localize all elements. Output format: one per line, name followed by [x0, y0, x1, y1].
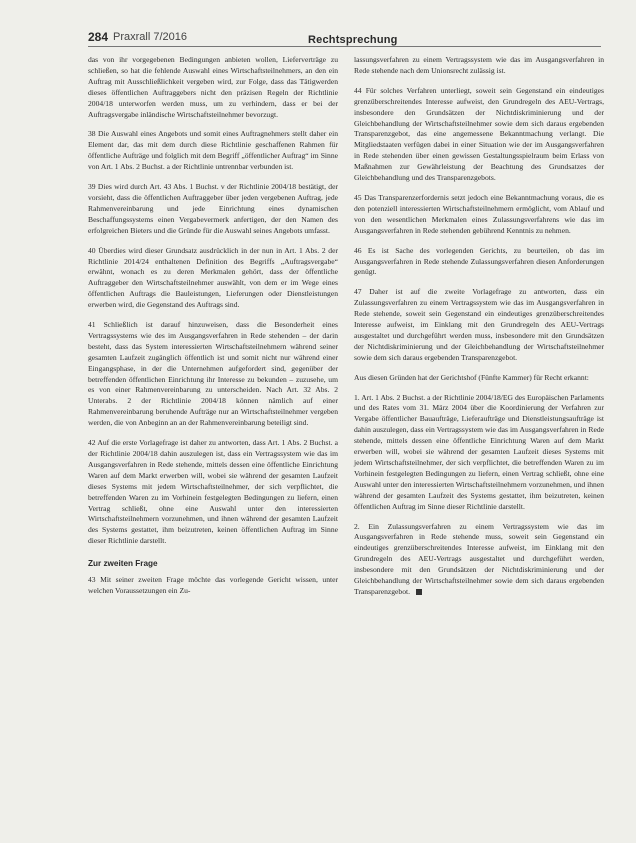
subheading: Zur zweiten Frage	[88, 559, 158, 569]
paragraph: das von ihr vorgegebenen Bedingungen anbieten wollen, Lieferverträge zu schließen, so hat die fehlende Auswahl eines Wirtschaftsteilnehmers, an den ein Auftrag mit Ausschließlichkeit vergeben wird, zur Folge, dass das Tätigwerden dieses öffentlichen Auftraggebers nicht den präzisen Regeln der Richtlinie 2004/18 unterworfen werden muss, um zu verhindern, dass er bei der Auftragsvergabe inländische Wirtschaftsteilnehmer bevorzugt.	[88, 55, 338, 119]
paragraph: 44 Für solches Verfahren unterliegt, soweit sein Gegenstand ein eindeutiges grenzüberschreitendes Interesse aufweist, den Grundregeln des AEU-Vertrags, insbesondere den Grundsätzen der Nichtdiskriminierung und der Gleichbehandlung der Wirtschaftsteilnehmer sowie dem sich daraus ergebenden Transparenzgebot, das eine angemessene Bekanntmachung verlangt. Die Mitgliedstaaten verfügen dabei in einer Situation wie der im Ausgangsverfahren in Rede stehenden über einen gewissen Gestaltungsspielraum beim Erlass von Maßnahmen zur Gewährleistung der Beachtung des Grundsatzes der Gleichbehandlung und des Transparenzgebots.	[354, 85, 604, 183]
paragraph: 47 Daher ist auf die zweite Vorlagefrage zu antworten, dass ein Zulassungsverfahren zu einem Vertragssystem wie das im Ausgangsverfahren in Rede stehende, soweit sein Gegenstand ein eindeutiges grenzüberschreitendes Interesse aufweist, im Einklang mit den Grundregeln des AEU-Vertrags ausgestaltet und durchgeführt werden muss, insbesondere mit den Grundsätzen der Nichtdiskriminierung und der Gleichbehandlung der Wirtschaftsteilnehmer sowie dem sich daraus ergebenden Transparenzgebot.	[354, 287, 604, 362]
paragraph: 1. Art. 1 Abs. 2 Buchst. a der Richtlinie 2004/18/EG des Europäischen Parlaments und des Rates vom 31. März 2004 über die Koordinierung der Verfahren zur Vergabe öffentlicher Bauaufträge, Lieferaufträge und Dienstleistungsaufträge ist dahin auszulegen, dass ein Vertragssystem wie das im Ausgangsverfahren in Rede stehende, mittels dessen eine öffentliche Einrichtung Waren auf dem Markt erwerben will, wobei sie während der gesamten Laufzeit dieses Systems mit jedem Wirtschaftsteilnehmer, der sich verpflichtet, die betreffenden Waren zu im Vorhinein festgelegten Bedingungen zu liefern, einen Vertrag schließt, ohne eine Auswahl unter den interessierten Wirtschaftsteilnehmern vorzunehmen, und ihnen während der gesamten Laufzeit des Systems gestattet, ihm beizutreten, keinen öffentlichen Auftrag im Sinne dieser Richtlinie darstellt.	[354, 392, 604, 511]
paragraph: 38 Die Auswahl eines Angebots und somit eines Auftragnehmers stellt daher ein Element dar, das mit dem durch diese Richtlinie geschaffenen Rahmen für öffentliche Aufträge und folglich mit dem Begriff „öffentlicher Auftrag“ im Sinne von Art. 1 Abs. 2 Buchst. a der Richtlinie untrennbar verbunden ist.	[88, 129, 338, 172]
paragraph: 40 Überdies wird dieser Grundsatz ausdrücklich in der nun in Art. 1 Abs. 2 der Richtlinie 2014/24 enthaltenen Definition des Begriffs „Auftragsvergabe“ erwähnt, wonach es zu deren Merkmalen gehört, dass der öffentliche Auftraggeber den Wirtschaftsteilnehmer auswählt, von dem er im Wege eines öffentlichen Auftrags die Bauleistungen, Lieferungen oder Dienstleistungen erwerben wird, die Gegenstand des Auftrags sind.	[88, 245, 338, 310]
final-paragraph	[354, 522, 604, 598]
paragraph: 45 Das Transparenzerfordernis setzt jedoch eine Bekanntmachung voraus, die es den potenziell interessierten Wirtschaftsteilnehmern ermöglicht, vom Ablauf und von den wesentlichen Merkmalen eines Zulassungsverfahrens wie das im Ausgangsverfahren in Rede stehenden gebührend Kenntnis zu nehmen.	[354, 192, 604, 235]
paragraph: Aus diesen Gründen hat der Gerichtshof (Fünfte Kammer) für Recht erkannt:	[354, 372, 589, 382]
section-title: Rechtsprechung	[308, 34, 398, 46]
paragraph: 42 Auf die erste Vorlagefrage ist daher zu antworten, dass Art. 1 Abs. 2 Buchst. a der Richtlinie 2004/18 dahin auszulegen ist, dass ein Vertragssystem wie das im Ausgangsverfahren in Rede stehende, mittels dessen eine öffentliche Einrichtung Waren auf dem Markt erwerben will, wobei sie während der gesamten Laufzeit dieses Systems mit jedem Wirtschaftsteilnehmer, der sich verpflichtet, die betreffenden Waren zu im Vorhinein festgelegten Bedingungen zu liefern, einen Vertrag schließt, ohne eine Auswahl unter den interessierten Wirtschaftsteilnehmern vorzunehmen, und ihnen während der gesamten Laufzeit des Systems gestattet, ihm beizutreten, keinen öffentlichen Auftrag im Sinne dieser Richtlinie darstellt.	[88, 438, 338, 546]
left-column	[88, 55, 338, 606]
page-number: 284	[88, 30, 109, 44]
paragraph: 39 Dies wird durch Art. 43 Abs. 1 Buchst. v der Richtlinie 2004/18 bestätigt, der vorsieht, dass die öffentlichen Auftraggeber über jeden vergebenen Auftrag, jede Rahmenvereinbarung und jede Einrichtung eines dynamischen Beschaffungssystems einen Vergabevermerk anfertigen, der den Namen des erfolgreichen Bieters und die Gründe für die Auswahl seines Angebots umfasst.	[88, 182, 338, 235]
journal-name: Praxrall 7/2016	[113, 31, 187, 43]
end-of-article-mark	[416, 589, 422, 595]
paragraph: 41 Schließlich ist darauf hinzuweisen, dass die Besonderheit eines Vertragssystems wie des im Ausgangsverfahren in Rede stehenden – der darin besteht, dass das System interessierten Wirtschaftsteilnehmern während seiner gesamten Laufzeit zugänglich öffentlich ist und somit nicht nur während einer Eingangsphase, in der die Unternehmen aufgefordert sind, gegenüber der betreffenden öffentlichen Einrichtung ihr Interesse zu bekunden – zuzusehe, um es von einer Rahmenvereinbarung zu unterscheiden. Nach Art. 32 Abs. 2 Unterabs. 2 der Richtlinie 2004/18 können nämlich auf einer Rahmenvereinbarung beruhende Aufträge nur an Wirtschaftsteilnehmer vergeben werden, die von Anbeginn an an der Rahmenvereinbarung beteiligt sind.	[88, 320, 338, 428]
right-column	[354, 55, 604, 607]
paragraph: 43 Mit seiner zweiten Frage möchte das vorlegende Gericht wissen, unter welchen Voraussetzungen ein Zu-	[88, 575, 338, 595]
paragraph: lassungsverfahren zu einem Vertragssystem wie das im Ausgangsverfahren in Rede stehende nach dem Unionsrecht zulässig ist.	[354, 55, 604, 75]
final-paragraph-text: 2. Ein Zulassungsverfahren zu einem Vertragssystem wie das im Ausgangsverfahren in Rede stehende muss, soweit sein Gegenstand ein eindeutiges grenzüberschreitendes Interesse aufweist, im Einklang mit den Grundregeln des AEU-Vertrags ausgestaltet und durchgeführt werden, insbesondere mit den Grundsätzen der Nichtdiskriminierung und der Gleichbehandlung der Wirtschaftsteilnehmer sowie dem sich daraus ergebenden Transparenzgebot.	[354, 521, 604, 596]
header-rule	[88, 46, 601, 47]
paragraph: 46 Es ist Sache des vorlegenden Gerichts, zu beurteilen, ob das im Ausgangsverfahren in Rede stehende Zulassungsverfahren diesen Anforderungen genügt.	[354, 245, 604, 277]
